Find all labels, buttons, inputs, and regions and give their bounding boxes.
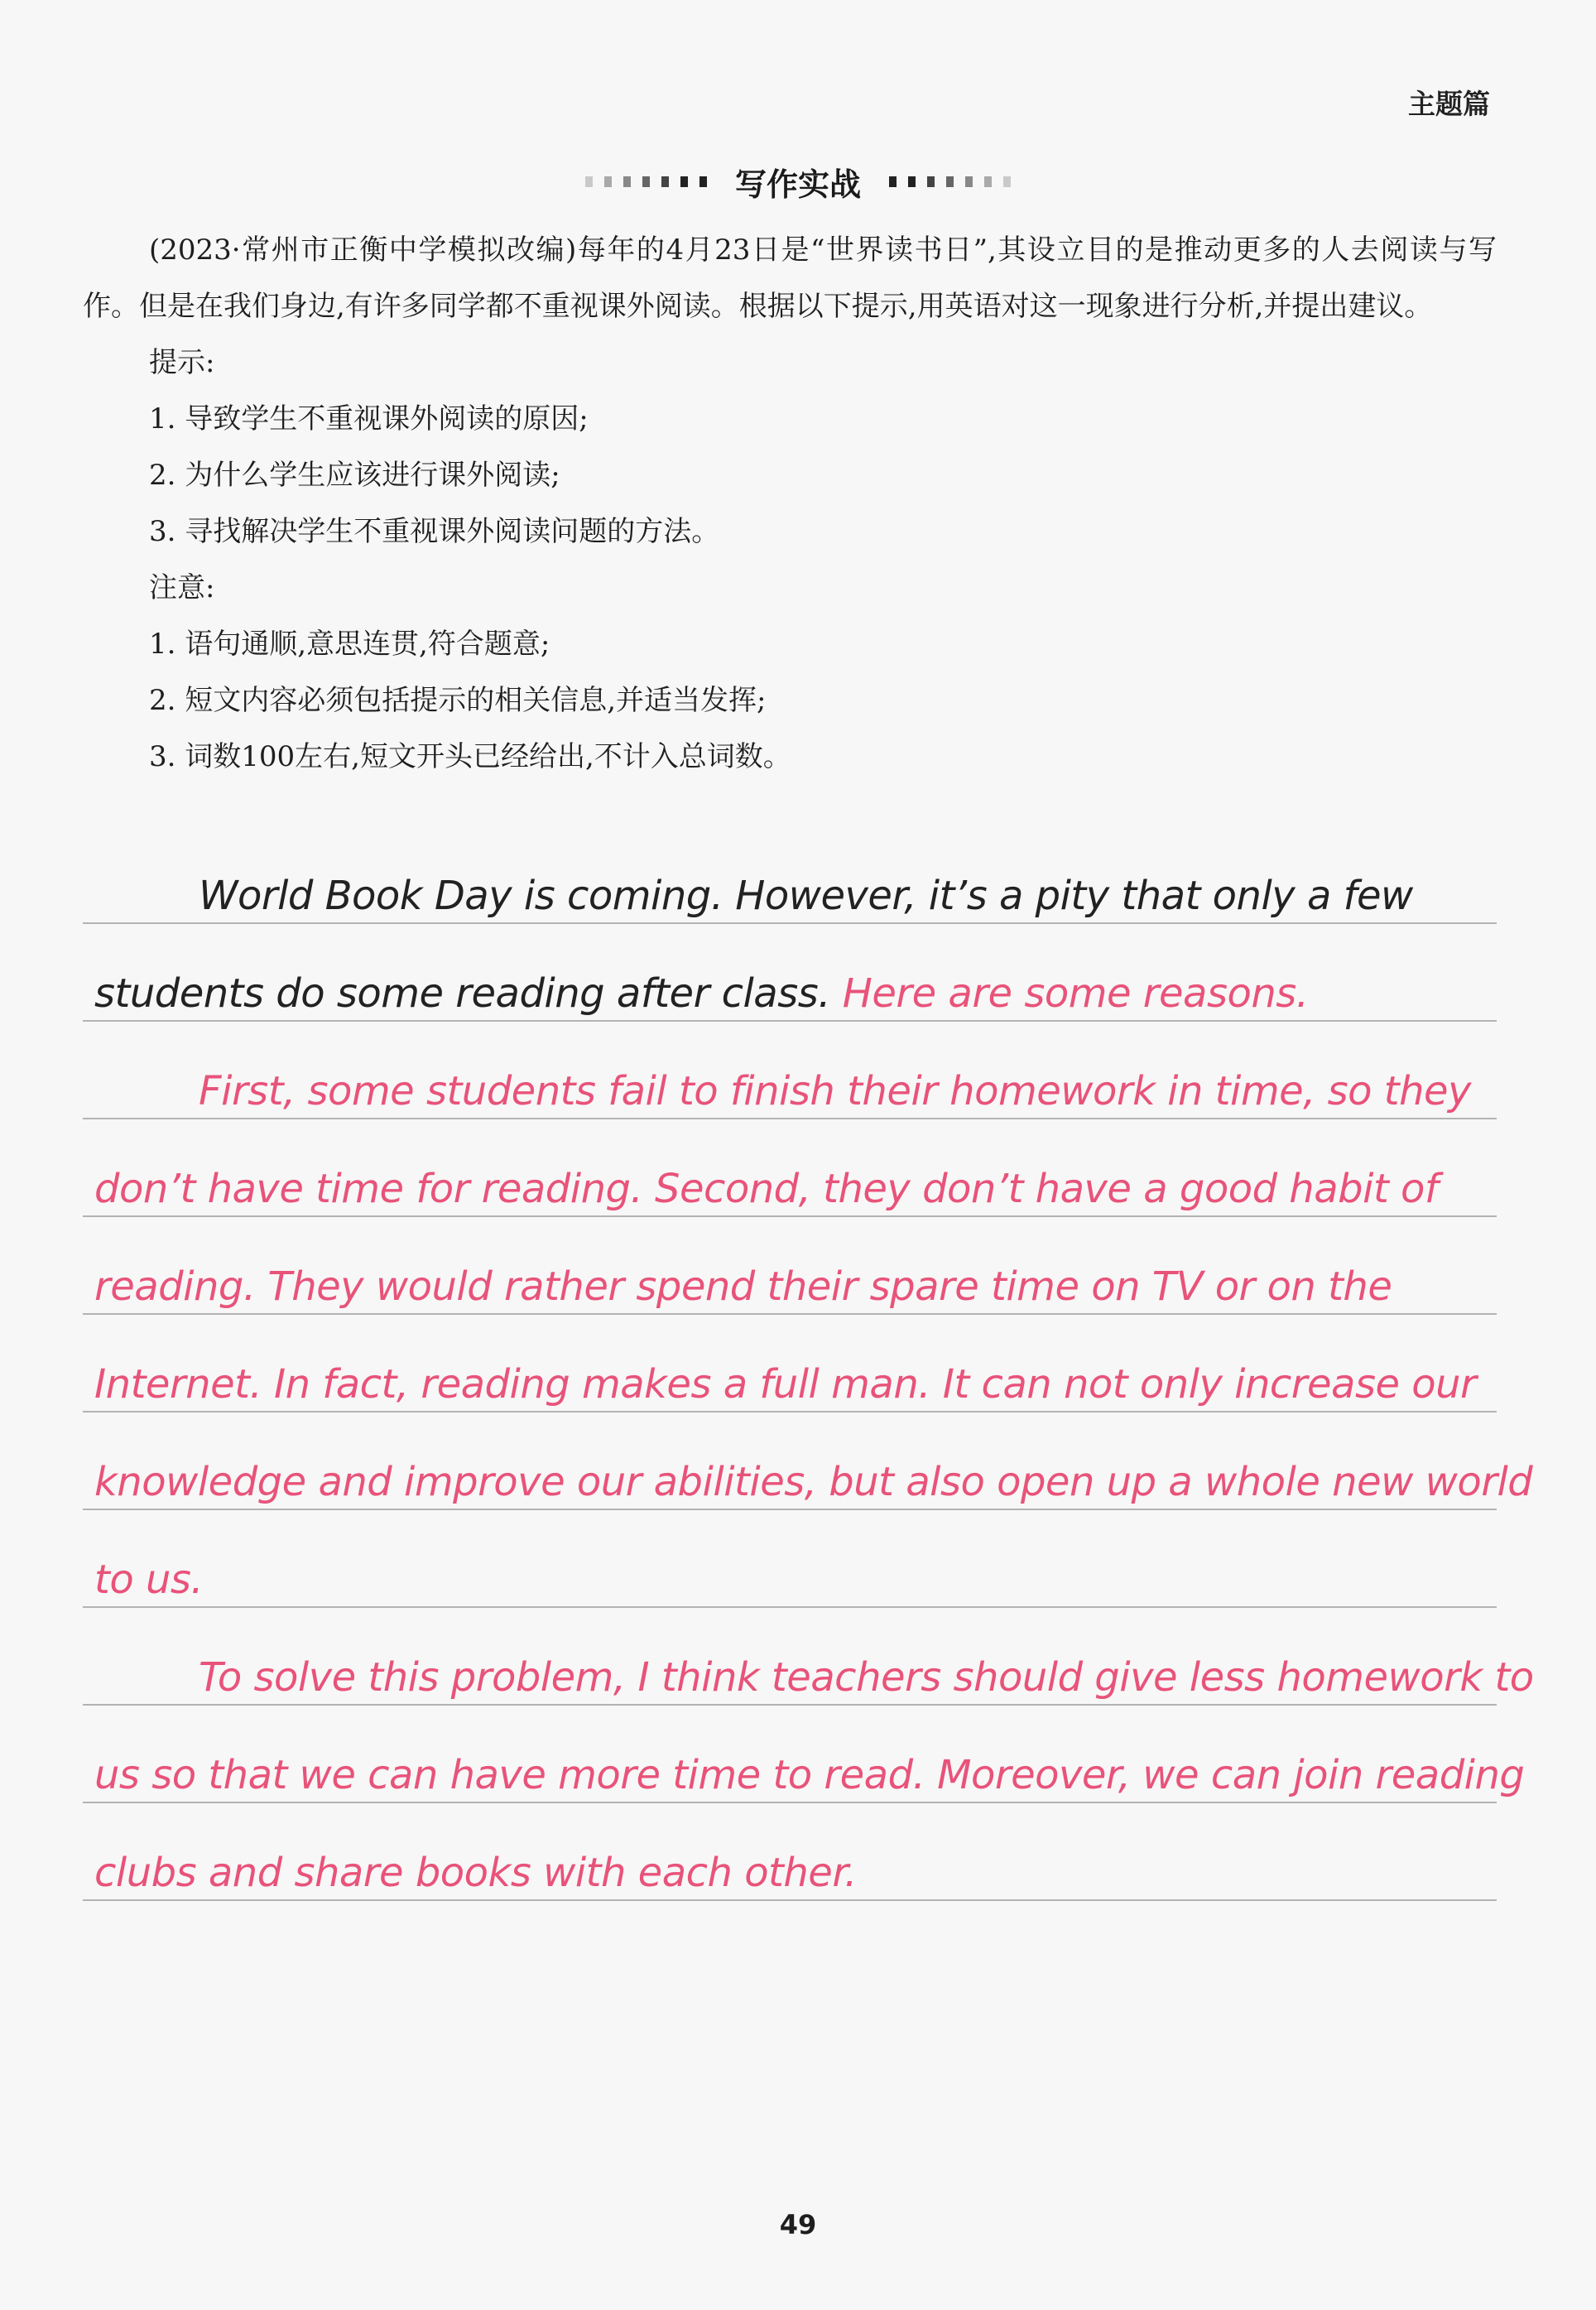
writing-line xyxy=(83,1022,1497,1119)
answer-text: clubs and share books with each other. xyxy=(94,1850,857,1896)
note-item: 2. 短文内容必须包括提示的相关信息,并适当发挥; xyxy=(149,684,767,717)
given-text: World Book Day is coming. However, it’s a pity that only a few xyxy=(199,873,1413,919)
answer-text: To solve this problem, I think teachers should give less homework to xyxy=(199,1654,1534,1701)
answer-text: reading. They would rather spend their spare time on TV or on the xyxy=(94,1263,1392,1310)
hints-label: 提示: xyxy=(149,346,215,379)
writing-line xyxy=(83,1803,1497,1901)
hint-item: 1. 导致学生不重视课外阅读的原因; xyxy=(149,402,589,436)
writing-line xyxy=(83,1119,1497,1217)
decorative-dots-left xyxy=(585,176,707,187)
writing-line xyxy=(83,1706,1525,1803)
section-title: 写作实战 xyxy=(734,166,861,203)
answer-text: Here are some reasons. xyxy=(842,970,1309,1017)
writing-line xyxy=(83,1412,1533,1510)
page-number: 49 xyxy=(779,2209,817,2240)
answer-text: Internet. In fact, reading makes a full man. It can not only increase our xyxy=(94,1361,1477,1408)
writing-line xyxy=(83,924,1497,1022)
writing-line xyxy=(83,1510,1497,1608)
handwritten-essay xyxy=(83,851,1534,1901)
note-item: 3. 词数100左右,短文开头已经给出,不计入总词数。 xyxy=(149,740,791,773)
notes-label: 注意: xyxy=(149,571,215,604)
hint-item: 2. 为什么学生应该进行课外阅读; xyxy=(149,459,560,492)
given-text: students do some reading after class. xyxy=(94,970,830,1017)
answer-text: First, some students fail to finish their homework in time, so they xyxy=(199,1068,1471,1114)
answer-text: don’t have time for reading. Second, they don’t have a good habit of xyxy=(94,1166,1439,1212)
answer-text: knowledge and improve our abilities, but also open up a whole new world xyxy=(94,1459,1533,1505)
note-item: 1. 语句通顺,意思连贯,符合题意; xyxy=(149,628,550,661)
writing-line xyxy=(83,1217,1497,1315)
decorative-dots-right xyxy=(889,176,1011,187)
writing-line xyxy=(83,1608,1534,1706)
prompt-intro: (2023·常州市正衡中学模拟改编)每年的4月23日是“世界读书日”,其设立目的是推动更多的人去阅读与写作。但是在我们身边,有许多同学都不重视课外阅读。根据以下提示,用英语对这一现象进行分析,并提出建议。 xyxy=(83,233,1497,323)
answer-text: to us. xyxy=(94,1557,204,1603)
hint-item: 3. 寻找解决学生不重视课外阅读问题的方法。 xyxy=(149,515,720,548)
writing-line xyxy=(83,851,1497,924)
writing-prompt xyxy=(83,222,1497,785)
section-title-row xyxy=(0,159,1596,205)
chapter-tag: 主题篇 xyxy=(1408,88,1490,120)
answer-text: us so that we can have more time to read. Moreover, we can join reading xyxy=(94,1752,1525,1798)
writing-line xyxy=(83,1315,1497,1412)
